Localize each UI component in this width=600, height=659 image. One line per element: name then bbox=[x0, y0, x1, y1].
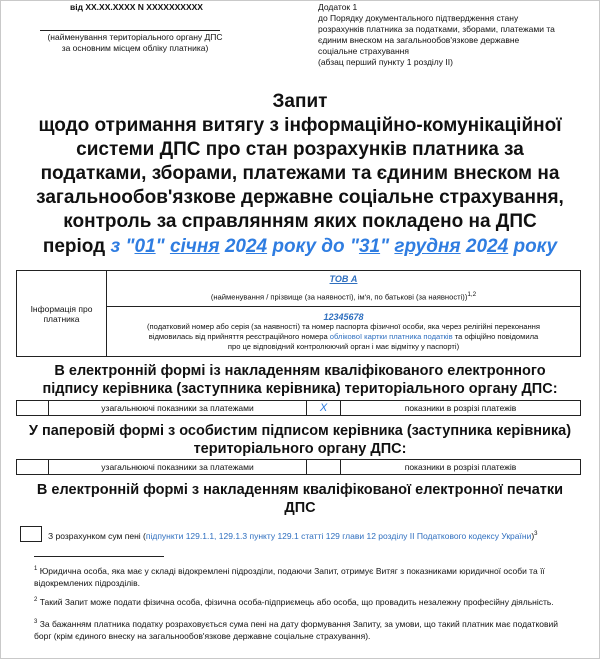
electronic-general-label: узагальнюючі показники за платежами bbox=[49, 401, 307, 416]
period-from-year[interactable]: 24 bbox=[245, 236, 268, 257]
footnote-3: $^3$ За бажанням платника податку розраховується сума пені на дату формування Запиту, за умови, що такий платник має податковий борг (крім єдиного внеску на загальнообов'язкове державне соціальне страхування). bbox=[34, 618, 559, 641]
period-to-year[interactable]: 24 bbox=[487, 236, 509, 257]
penalty-text: З розрахунком сум пені (підпункти 129.1.1, 129.1.3 пункту 129.1 статті 129 глави 12 розділу II Податкового кодексу України)$^3$ bbox=[48, 530, 538, 541]
payer-name-caption: (найменування / прізвище (за наявності), ім'я, по батькові (за наявності)) bbox=[210, 292, 468, 302]
period-line: період з "01" січня 2024 року до "31" грудня 2024 року bbox=[42, 236, 558, 257]
period-from-day[interactable]: 01 bbox=[134, 236, 156, 257]
request-date-number: від XX.XX.XXXX N XXXXXXXXXX bbox=[70, 2, 203, 12]
section-electronic-sign-heading-2: підпису керівника (заступника керівника) територіального органу ДПС: bbox=[42, 381, 558, 397]
period-to-day[interactable]: 31 bbox=[358, 236, 381, 257]
payer-code-caption-3: про це відповідний контролюючий орган і має відмітку у паспорті) bbox=[227, 341, 460, 351]
footnote-1: $^1$ Юридична особа, яка має у складі відокремлені підрозділи, подаючи Запит, отримує Витяг з показниками юридичної особи та її відокремлених підрозділів. bbox=[34, 565, 545, 588]
period-to-month[interactable]: грудня bbox=[394, 236, 461, 257]
payer-name-cell bbox=[107, 271, 581, 307]
section-electronic-seal-heading-1: В електронній формі з накладенням кваліфікованої електронної печатки bbox=[36, 482, 564, 498]
authority-line bbox=[40, 30, 220, 31]
period-from-year-prefix: 20 bbox=[224, 236, 246, 257]
payer-code-cell: 12345678 (податковий номер або серія (за наявності) та номер паспорта фізичної особи, яка через релігійні переконання відмовилась від прийняття реєстраційного номера облікової картки платника податків та офіційно повідомила про це відповідний контролюючий орган і має відмітку у паспорті) bbox=[107, 307, 581, 357]
payer-info-table bbox=[16, 270, 581, 357]
period-from-word: з bbox=[110, 236, 121, 257]
payer-name-caption-sup: 1,2 bbox=[467, 291, 477, 299]
paper-detail-label: показники в розрізі платежів bbox=[341, 460, 581, 475]
paper-general-checkbox[interactable] bbox=[17, 460, 49, 475]
title-line-4: податками, зборами, платежами та єдиним внеском на bbox=[40, 163, 560, 184]
paper-options bbox=[16, 459, 581, 475]
period-label: період bbox=[42, 236, 106, 257]
period-year-word: року bbox=[513, 236, 558, 257]
electronic-general-checkbox[interactable] bbox=[17, 401, 49, 416]
title-line-3: системи ДПС про стан розрахунків платника за bbox=[76, 139, 524, 160]
period-to-year-prefix: 20 bbox=[465, 236, 488, 257]
title-line-5: загальнообов'язкове державне соціальне страхування, bbox=[36, 187, 564, 208]
footnote-2: $^2$ Такий Запит може подати фізична особа, фізична особа-підприємець або особа, що провадить незалежну професійну діяльність. bbox=[34, 596, 554, 607]
tax-card-link[interactable]: облікової картки платника податків bbox=[329, 331, 453, 341]
section-electronic-seal-heading-2: ДПС bbox=[284, 500, 316, 516]
section-electronic-sign-heading-1: В електронній формі із накладенням кваліфікованого електронного bbox=[54, 363, 546, 379]
period-to-word: року до bbox=[272, 236, 345, 257]
penalty-checkbox[interactable] bbox=[20, 526, 42, 542]
period-from-month[interactable]: січня bbox=[169, 236, 220, 257]
electronic-detail-label: показники в розрізі платежів bbox=[341, 401, 581, 416]
payer-info-label: Інформація про платника bbox=[17, 271, 107, 357]
title-line-2: щодо отримання витягу з інформаційно-комунікаційної bbox=[38, 115, 562, 136]
electronic-sign-options bbox=[16, 400, 581, 416]
section-paper-heading-1: У паперовій формі з особистим підписом керівника (заступника керівника) bbox=[28, 423, 572, 439]
section-paper-heading-2: територіального органу ДПС: bbox=[193, 441, 407, 457]
authority-caption: (найменування територіального органу ДПС за основним місцем обліку платника) bbox=[47, 32, 223, 53]
payer-code-caption-1: (податковий номер або серія (за наявності) та номер паспорта фізичної особи, яка через релігійні переконання bbox=[147, 321, 540, 331]
footnote-divider bbox=[34, 556, 164, 557]
title-line-6: контроль за справлянням яких покладено на ДПС bbox=[63, 211, 537, 232]
paper-detail-checkbox[interactable] bbox=[307, 460, 341, 475]
appendix-reference: Додаток 1 до Порядку документального підтвердження стану розрахунків платника за податками, зборами, платежами та єдиним внеском на загальнообов'язкове державне соціальне страхування (абзац перший пункту 1 розділу II) bbox=[318, 2, 555, 67]
tax-code-link[interactable]: підпункти 129.1.1, 129.1.3 пункту 129.1 статті 129 глави 12 розділу II Податкового кодексу України bbox=[145, 530, 532, 541]
payer-name-value[interactable]: ТОВ А bbox=[329, 274, 358, 285]
payer-code-value[interactable]: 12345678 bbox=[323, 311, 364, 322]
paper-general-label: узагальнюючі показники за платежами bbox=[49, 460, 307, 475]
page-title: Запит bbox=[272, 91, 328, 112]
electronic-detail-checkbox[interactable]: X bbox=[307, 401, 341, 416]
